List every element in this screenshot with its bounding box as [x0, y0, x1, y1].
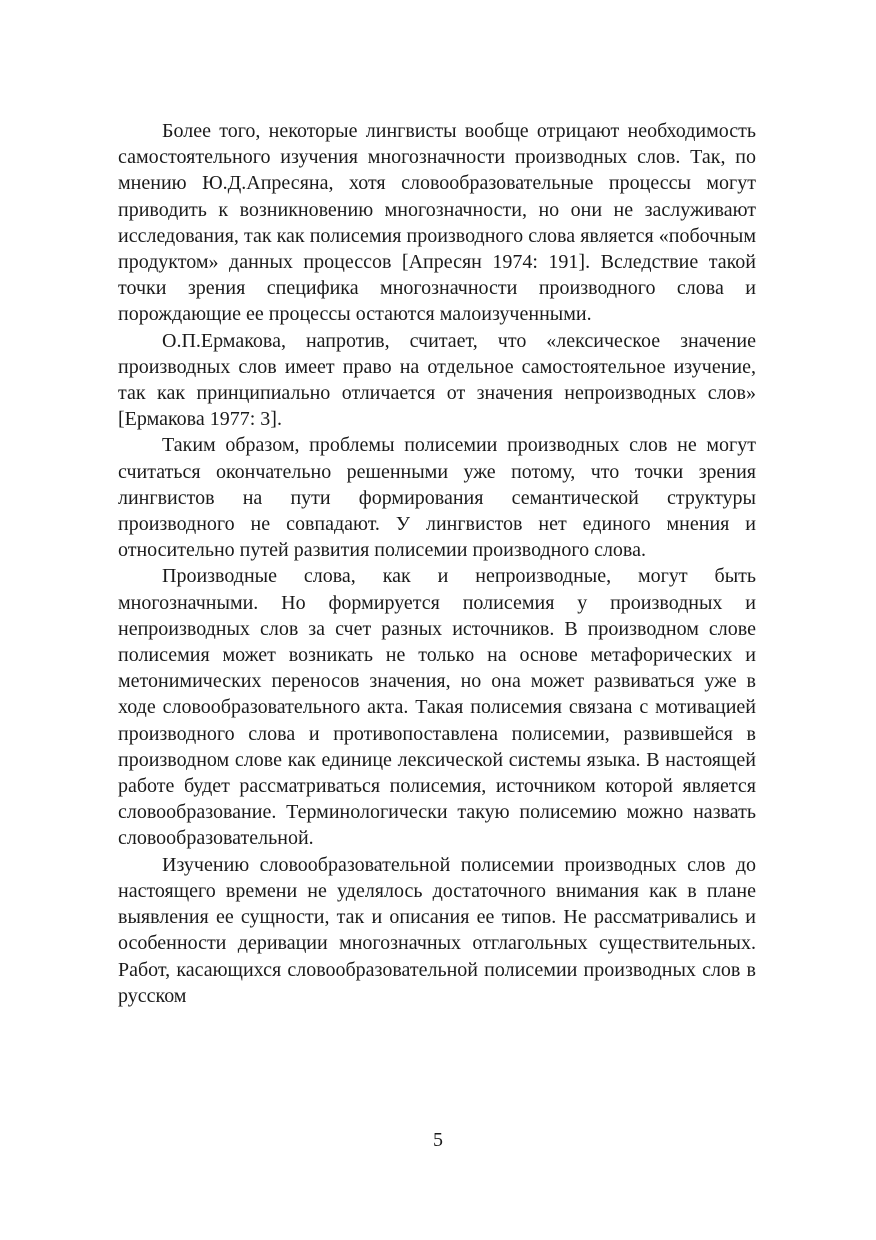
paragraph: Более того, некоторые лингвисты вообще отрицают необходимость самостоятельного изучения многозначности производных слов. Так, по мнению Ю.Д.Апресяна, хотя словообразовательные процессы могут приводить к возникновению многозначности, но они не заслуживают исследования, так как полисемия производного слова является «побочным продуктом» данных процессов [Апресян 1974: 191]. Вследствие такой точки зрения специфика многозначности производного слова и порождающие ее процессы остаются малоизученными.: [118, 120, 756, 326]
paragraph: Таким образом, проблемы полисемии производных слов не могут считаться окончательно решенными уже потому, что точки зрения лингвистов на пути формирования семантической структуры производного не совпадают. У лингвистов нет единого мнения и относительно путей развития полисемии производного слова.: [118, 434, 756, 562]
page-number: 5: [433, 1129, 443, 1151]
paragraph: Производные слова, как и непроизводные, могут быть многозначными. Но формируется полисемия у производных и непроизводных слов за счет разных источников. В производном слове полисемия может возникать не только на основе метафорических и метонимических переносов значения, но она может развиваться уже в ходе словообразовательного акта. Такая полисемия связана с мотивацией производного слова и противопоставлена полисемии, развившейся в производном слове как единице лексической системы языка. В настоящей работе будет рассматриваться полисемия, источником которой является словообразование. Терминологически такую полисемию можно назвать словообразовательной.: [118, 565, 756, 850]
paragraph: О.П.Ермакова, напротив, считает, что «лексическое значение производных слов имеет право на отдельное самостоятельное изучение, так как принципиально отличается от значения непроизводных слов» [Ермакова 1977: 3].: [118, 329, 756, 431]
paragraph: Изучению словообразовательной полисемии производных слов до настоящего времени не уделялось достаточного внимания как в плане выявления ее сущности, так и описания ее типов. Не рассматривались и особенности деривации многозначных отглагольных существительных. Работ, касающихся словообразовательной полисемии производных слов в русском: [118, 853, 756, 1007]
body-text: [118, 118, 756, 1009]
